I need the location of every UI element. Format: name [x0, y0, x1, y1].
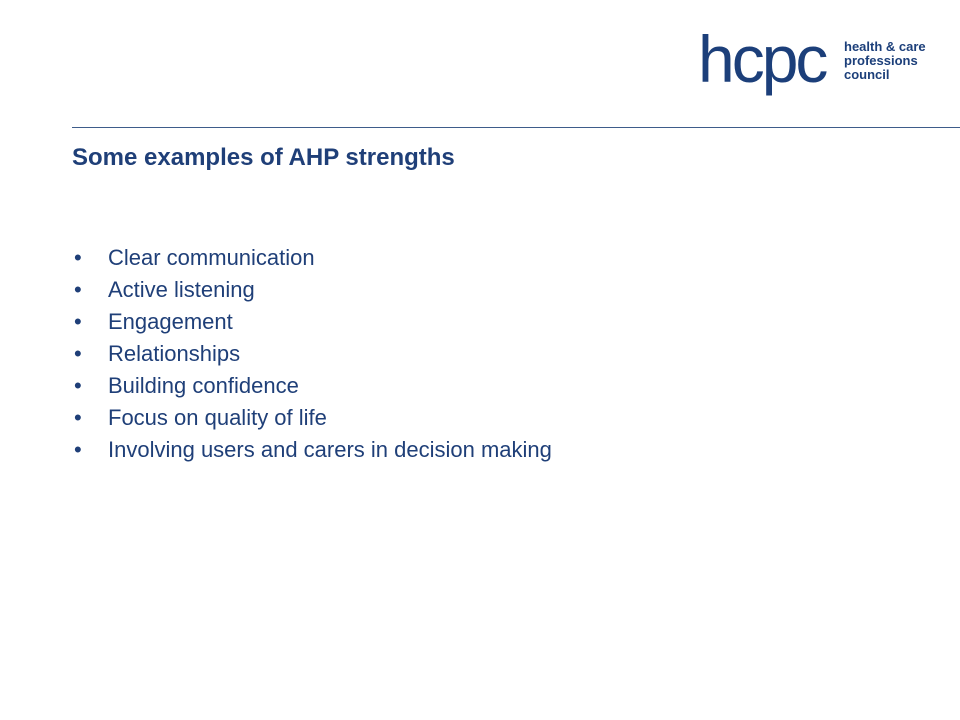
- bullet-glyph: •: [74, 309, 82, 334]
- logo-tagline-line: health & care: [844, 39, 926, 54]
- bullet-item: [72, 370, 552, 402]
- bullet-text: Active listening: [108, 277, 255, 302]
- bullet-text: Building confidence: [108, 373, 299, 398]
- bullet-glyph: •: [74, 437, 82, 462]
- bullet-item: [72, 242, 552, 274]
- bullet-text: Involving users and carers in decision making: [108, 437, 552, 462]
- bullet-item: [72, 306, 552, 338]
- slide-title: Some examples of AHP strengths: [72, 144, 455, 171]
- bullet-glyph: •: [74, 405, 82, 430]
- bullet-list: [72, 242, 552, 466]
- bullet-item: [72, 402, 552, 434]
- logo-tagline-line: professions: [844, 53, 918, 68]
- bullet-text: Clear communication: [108, 245, 315, 270]
- bullet-text: Relationships: [108, 341, 241, 366]
- bullet-glyph: •: [74, 373, 82, 398]
- logo-mark: hcpc: [698, 22, 826, 96]
- logo-tagline-line: council: [844, 67, 890, 82]
- bullet-glyph: •: [74, 341, 82, 366]
- bullet-text: Engagement: [108, 309, 233, 334]
- bullet-item: [72, 434, 552, 466]
- bullet-text: Focus on quality of life: [108, 405, 327, 430]
- bullet-item: [72, 274, 552, 306]
- bullet-glyph: •: [74, 277, 82, 302]
- logo-tagline: [844, 40, 926, 82]
- hcpc-logo: [698, 22, 938, 102]
- header-divider: [72, 127, 960, 128]
- bullet-item: [72, 338, 552, 370]
- bullet-glyph: •: [74, 245, 82, 270]
